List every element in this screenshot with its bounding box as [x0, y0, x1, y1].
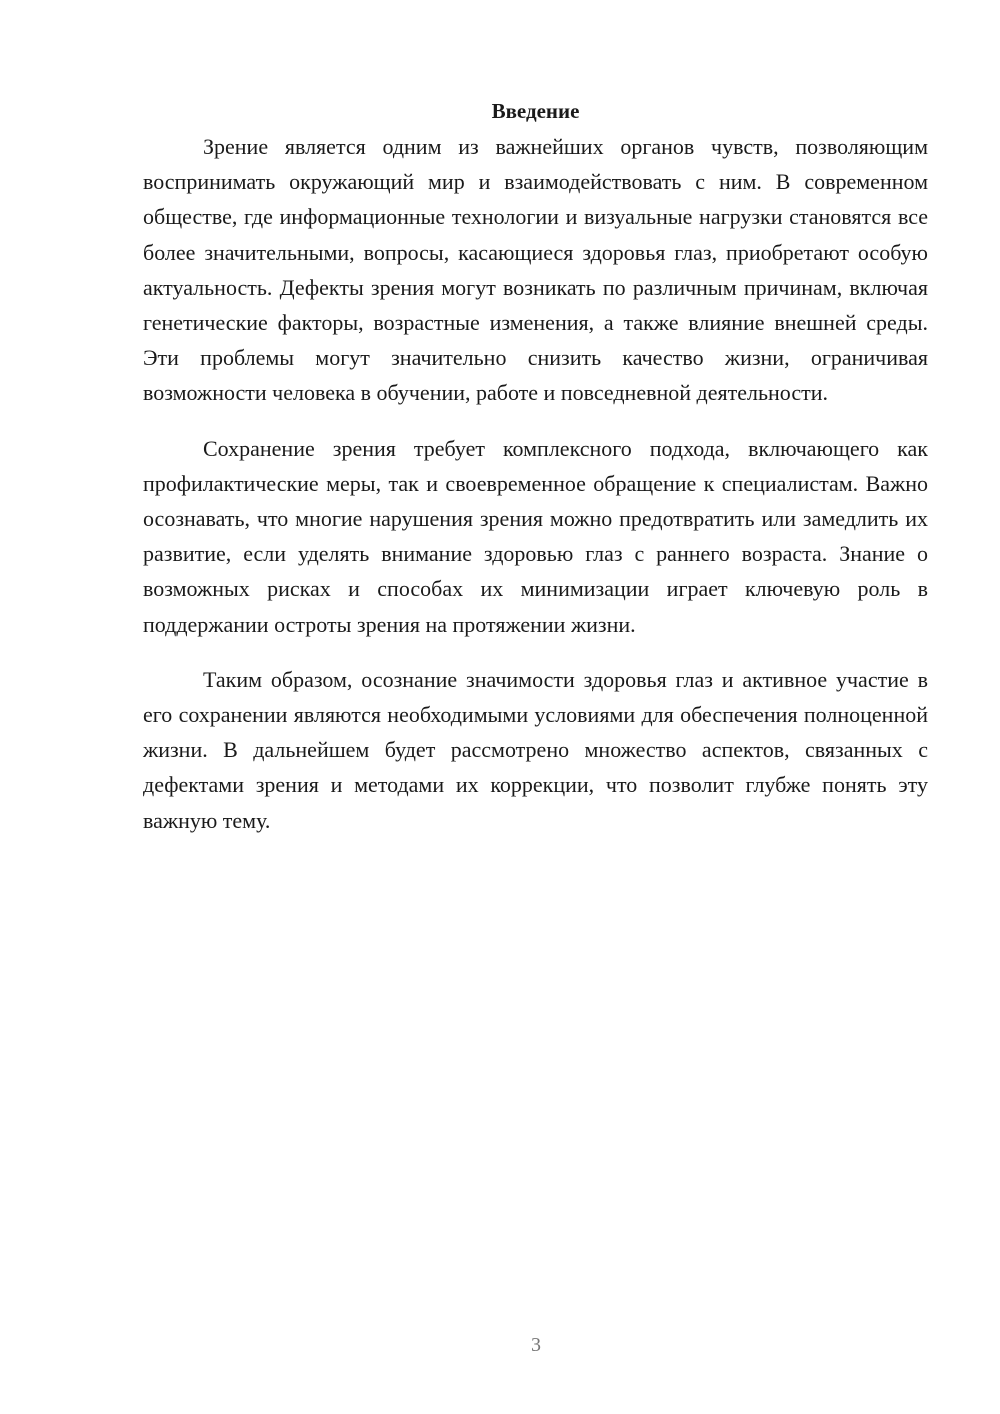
paragraph-2: Сохранение зрения требует комплексного подхода, включающего как профилактические меры, так и своевременное обращение к специалистам. Важно осознавать, что многие нарушения зрения можно предотвратить или замедлить их развитие, если уделять внимание здоровью глаз с раннего возраста. Знание о возможных рисках и способах их минимизации играет ключевую роль в поддержании остроты зрения на протяжении жизни. [143, 435, 928, 637]
paragraph-1: Зрение является одним из важнейших органов чувств, позволяющим воспринимать окружающий мир и взаимодействовать с ним. В современном обществе, где информационные технологии и визуальные нагрузки становятся все более значительными, вопросы, касающиеся здоровья глаз, приобретают особую актуальность. Дефекты зрения могут возникать по различным причинам, включая генетические факторы, возрастные изменения, а также влияние внешней среды. Эти проблемы могут значительно снизить качество жизни, ограничивая возможности человека в обучении, работе и повседневной деятельности. [143, 134, 928, 406]
page-content [143, 96, 928, 858]
section-heading: Введение [491, 99, 580, 123]
page-number: 3 [531, 1334, 541, 1356]
paragraph-3: Таким образом, осознание значимости здоровья глаз и активное участие в его сохранении являются необходимыми условиями для обеспечения полноценной жизни. В дальнейшем будет рассмотрено множество аспектов, связанных с дефектами зрения и методами их коррекции, что позволит глубже понять эту важную тему. [143, 666, 928, 833]
